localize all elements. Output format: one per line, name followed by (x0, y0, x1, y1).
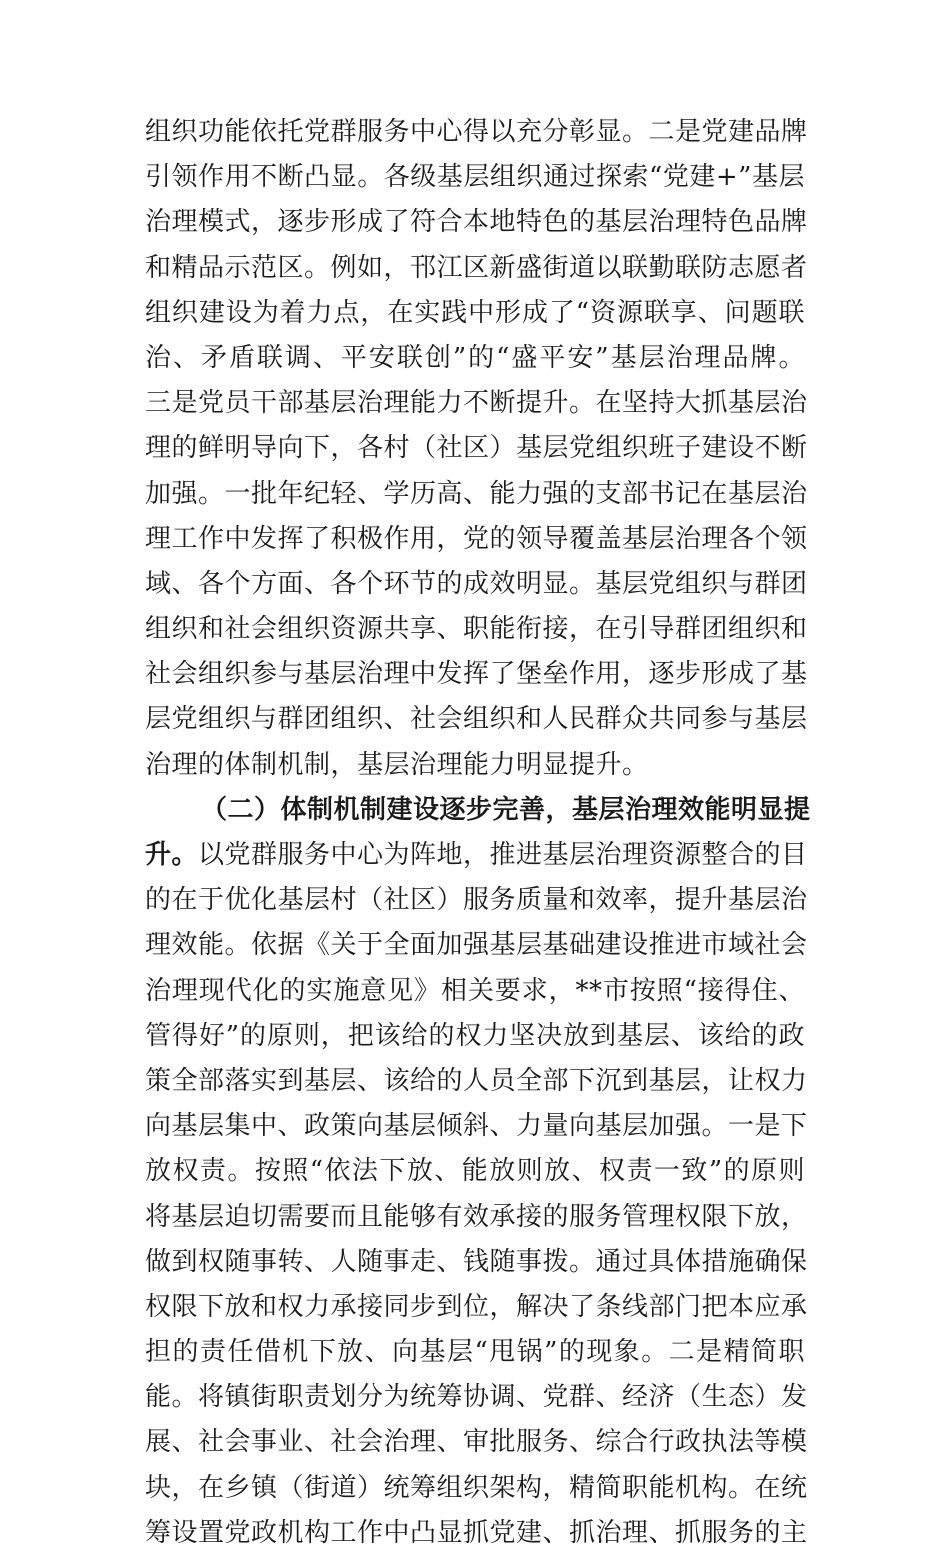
paragraph-line: 的在于优化基层村（社区）服务质量和效率，提升基层治 (145, 885, 808, 916)
paragraph-line: 将基层迫切需要而且能够有效承接的服务管理权限下放， (145, 1201, 808, 1232)
paragraph-line: 社会组织参与基层治理中发挥了堡垒作用，逐步形成了基 (145, 659, 808, 690)
paragraph-line: 和精品示范区。例如，邗江区新盛街道以联勤联防志愿者 (145, 252, 808, 283)
paragraph-line: 管得好”的原则，把该给的权力坚决放到基层、该给的政 (145, 1020, 805, 1051)
paragraph-line: 理效能。依据《关于全面加强基层基础建设推进市域社会 (145, 930, 808, 961)
paragraph-line: 层党组织与群团组织、社会组织和人民群众共同参与基层 (145, 704, 808, 735)
paragraph-line: 引领作用不断凸显。各级基层组织通过探索“党建+”基层 (145, 162, 805, 193)
paragraph-line: 组织和社会组织资源共享、职能衔接，在引导群团组织和 (145, 614, 808, 645)
paragraph-line: 治、矛盾联调、平安联创”的“盛平安”基层治理品牌。 (145, 342, 805, 373)
paragraph-line: 能。将镇街职责划分为统筹协调、党群、经济（生态）发 (145, 1382, 808, 1413)
paragraph-line: 策全部落实到基层、该给的人员全部下沉到基层，让权力 (145, 1065, 808, 1096)
section-heading-end: 升。 (145, 840, 199, 870)
paragraph-line: 理的鲜明导向下，各村（社区）基层党组织班子建设不断 (145, 433, 808, 464)
paragraph-line: 担的责任借机下放、向基层“甩锅”的现象。二是精简职 (145, 1337, 805, 1368)
paragraph-text: 以党群服务中心为阵地，推进基层治理资源整合的目 (198, 840, 808, 870)
paragraph-line: 组织功能依托党群服务中心得以充分彰显。二是党建品牌 (145, 117, 808, 147)
paragraph-line: 治理现代化的实施意见》相关要求，**市按照“接得住、 (145, 975, 805, 1006)
paragraph-line: 块，在乡镇（街道）统筹组织架构，精简职能机构。在统 (145, 1472, 808, 1503)
document-page (145, 110, 811, 1556)
paragraph-line: 做到权随事转、人随事走、钱随事拨。通过具体措施确保 (145, 1246, 808, 1277)
paragraph-line: 放权责。按照“依法下放、能放则放、权责一致”的原则 (145, 1156, 805, 1187)
paragraph-line: 筹设置党政机构工作中凸显抓党建、抓治理、抓服务的主 (145, 1517, 808, 1548)
paragraph-line: 域、各个方面、各个环节的成效明显。基层党组织与群团 (145, 568, 808, 599)
paragraph-line: 向基层集中、政策向基层倾斜、力量向基层加强。一是下 (145, 1111, 808, 1142)
paragraph-line (145, 833, 808, 878)
paragraph-line: 展、社会事业、社会治理、审批服务、综合行政执法等模 (145, 1427, 808, 1458)
paragraph-line: 三是党员干部基层治理能力不断提升。在坚持大抓基层治 (145, 388, 808, 419)
paragraph-line: 组织建设为着力点，在实践中形成了“资源联享、问题联 (145, 297, 805, 328)
paragraph-line: 权限下放和权力承接同步到位，解决了条线部门把本应承 (145, 1291, 808, 1322)
paragraph-line: 加强。一批年纪轻、学历高、能力强的支部书记在基层治 (145, 478, 808, 509)
paragraph-line: 治理模式，逐步形成了符合本地特色的基层治理特色品牌 (145, 207, 808, 238)
paragraph-line: 理工作中发挥了积极作用，党的领导覆盖基层治理各个领 (145, 523, 808, 554)
section-heading-line: （二）体制机制建设逐步完善，基层治理效能明显提 (201, 794, 811, 825)
paragraph-line: 治理的体制机制，基层治理能力明显提升。 (145, 749, 649, 780)
